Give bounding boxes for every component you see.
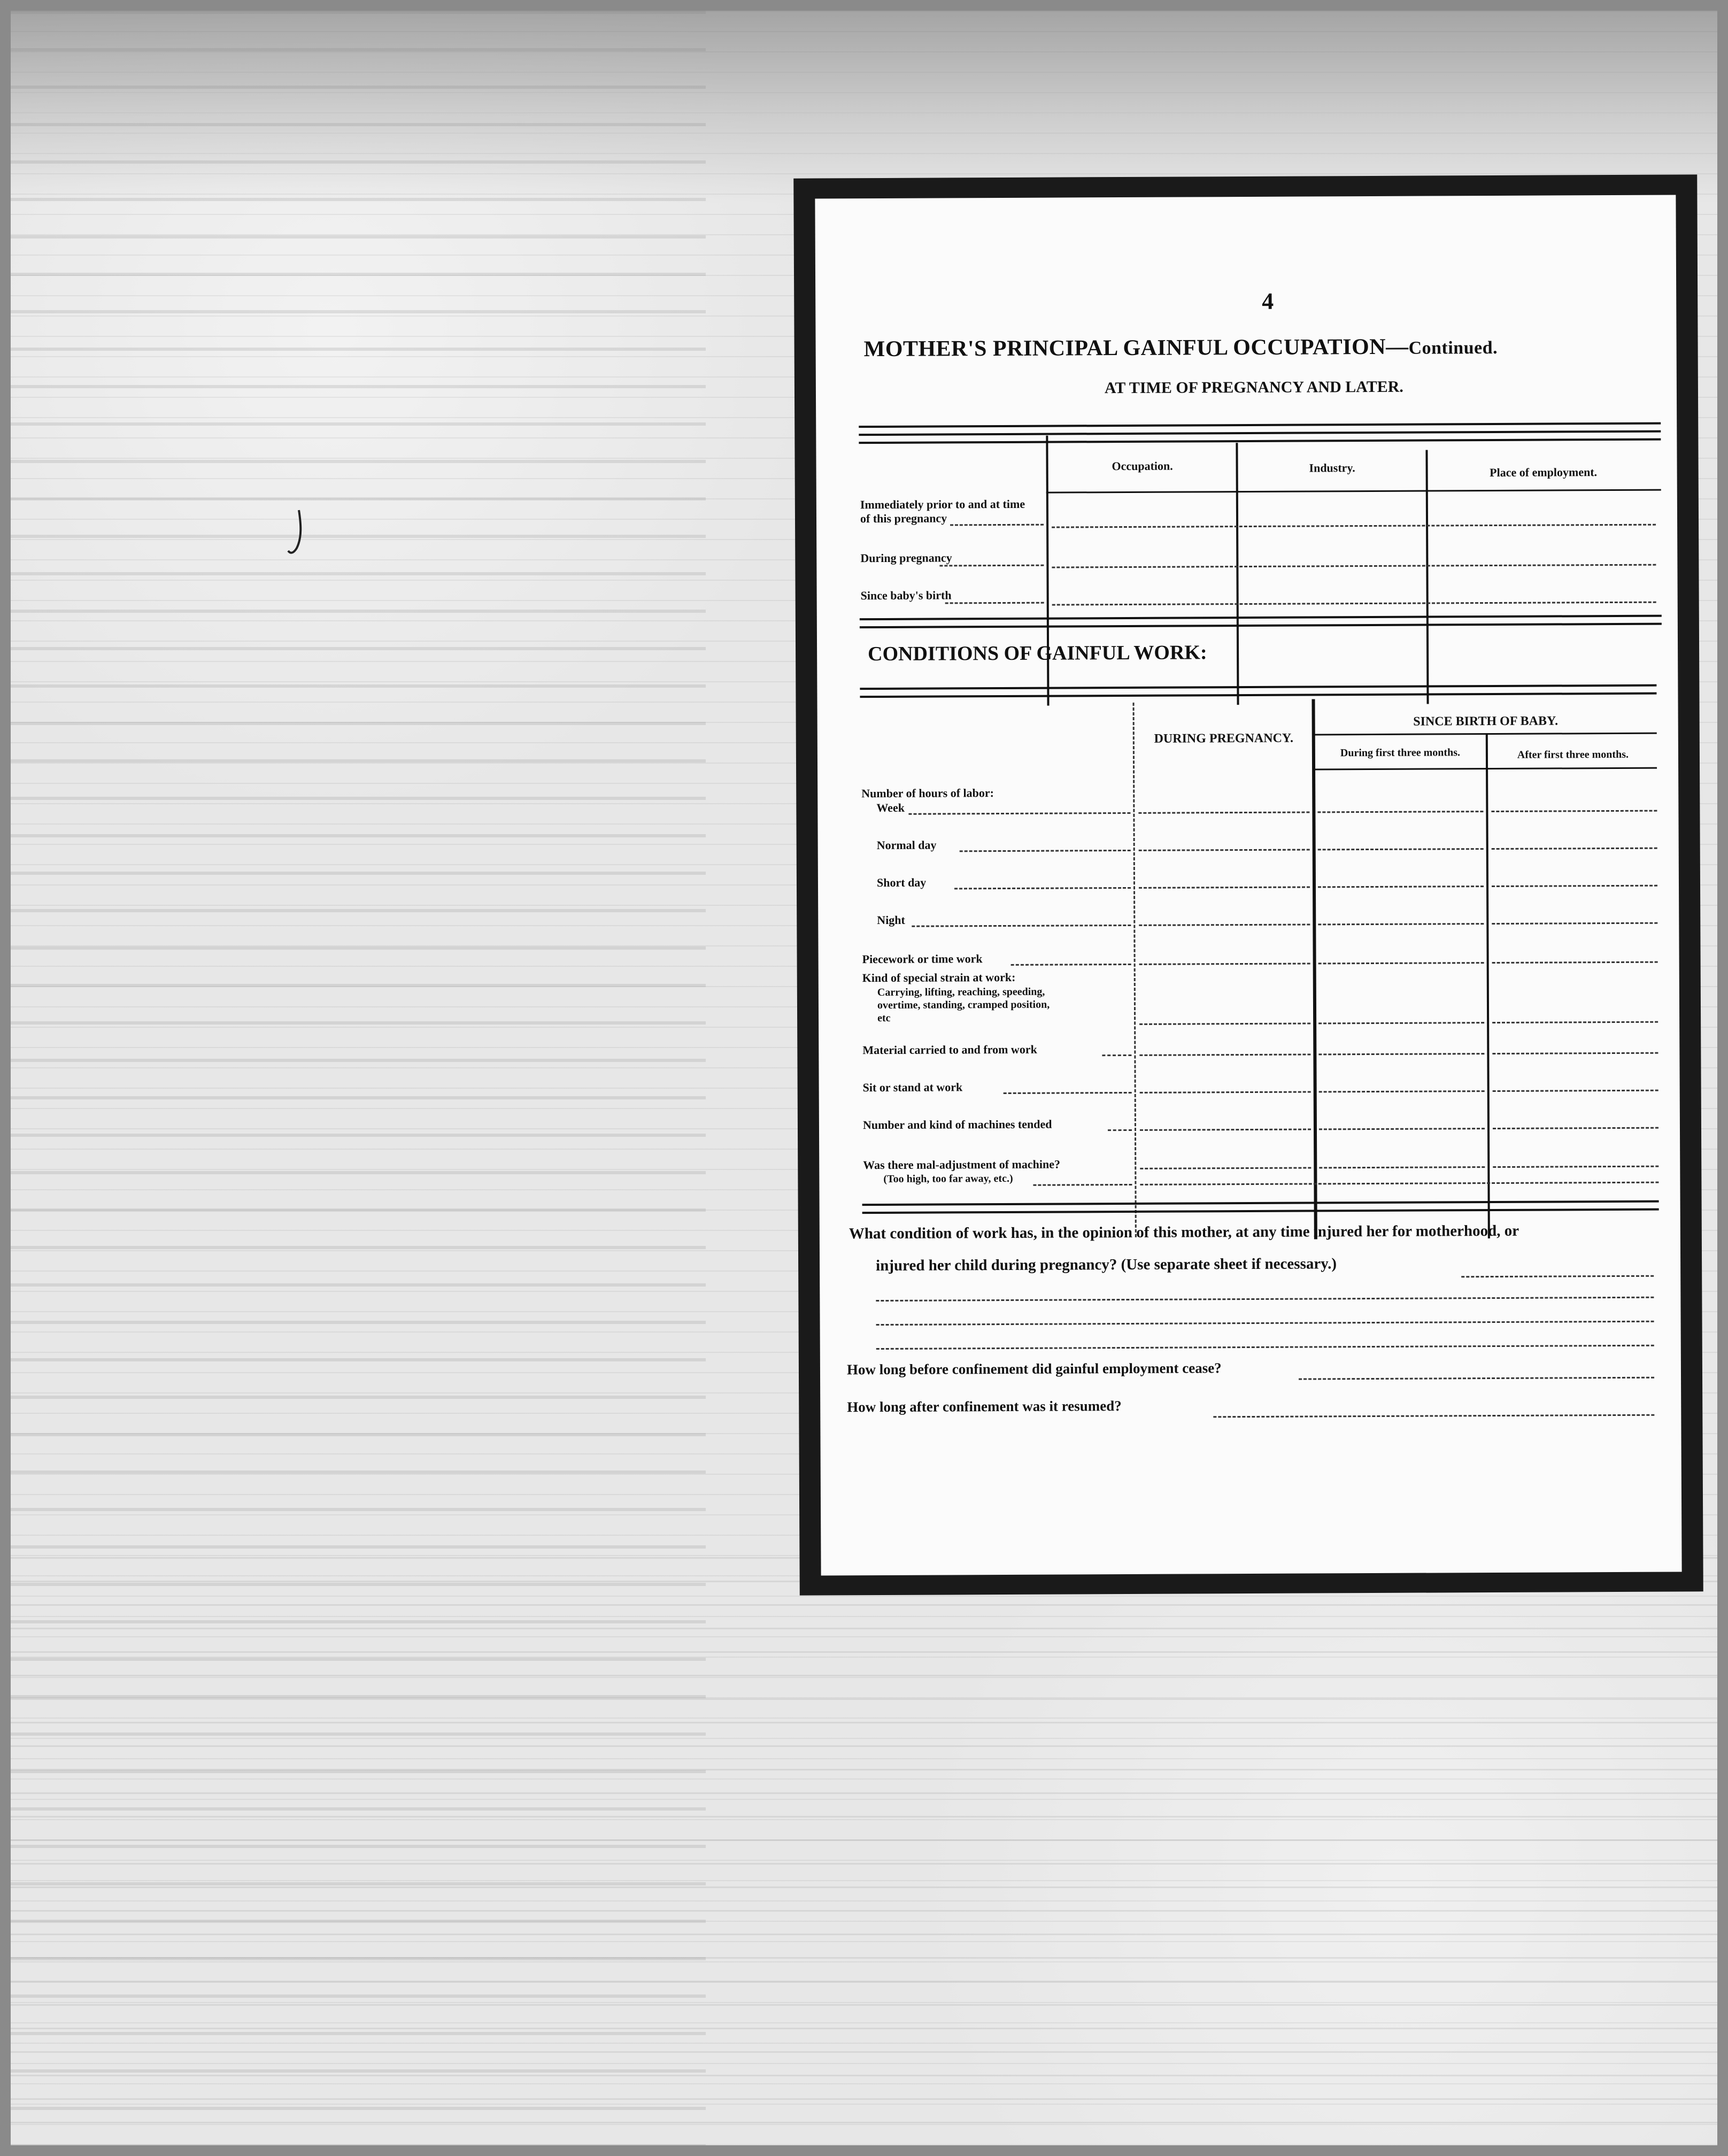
table-rule [860, 623, 1662, 629]
table-rule [859, 422, 1661, 428]
answer-line[interactable] [876, 1345, 1654, 1350]
answer-line[interactable] [1299, 1377, 1654, 1380]
fill-line [1102, 1054, 1131, 1056]
table-row-line [1052, 524, 1656, 528]
table-row-line [1318, 923, 1484, 925]
table-row-line [1140, 1091, 1311, 1093]
fill-line [1033, 1184, 1132, 1186]
row-label-night: Night [877, 913, 905, 927]
table-row-line [1138, 811, 1309, 813]
table-row-line [1139, 1053, 1310, 1056]
row-label-maladjustment: Was there mal-adjustment of machine? [863, 1157, 1060, 1172]
row-label-strain: Kind of special strain at work: [862, 970, 1016, 985]
page-title [864, 334, 1498, 362]
table-row-line [1492, 1052, 1658, 1054]
fill-line [1011, 964, 1131, 966]
column-divider [1425, 450, 1429, 704]
table-row-line [1140, 1182, 1658, 1185]
table-rule [862, 1208, 1659, 1214]
row-label-strain-detail: overtime, standing, cramped position, [877, 998, 1050, 1012]
table-row-line [1139, 962, 1310, 965]
table-rule [860, 684, 1656, 690]
table-row-line [1493, 1127, 1658, 1129]
row-label-hours: Number of hours of labor: [861, 786, 994, 800]
table-row-line [1052, 564, 1656, 568]
page-subtitle: AT TIME OF PREGNANCY AND LATER. [1104, 378, 1403, 397]
fill-line [945, 602, 1044, 604]
table-row-line [1318, 962, 1484, 964]
table-row-line [1140, 1167, 1311, 1169]
col-occupation: Occupation. [1112, 459, 1173, 473]
table-row-line [1139, 1022, 1310, 1025]
table-row-line [1318, 848, 1484, 850]
col-since-birth: SINCE BIRTH OF BABY. [1413, 714, 1559, 729]
col-industry: Industry. [1309, 461, 1355, 475]
column-divider [1236, 443, 1239, 705]
row-label-short-day: Short day [876, 875, 927, 890]
table-row-line [1492, 922, 1657, 925]
fill-line [960, 850, 1131, 852]
header-underline [1046, 489, 1661, 494]
table-rule [862, 1200, 1659, 1206]
question-cease: How long before confinement did gainful employment cease? [846, 1360, 1222, 1378]
answer-line[interactable] [1213, 1414, 1654, 1418]
fill-line [1108, 1129, 1132, 1131]
page-number: 4 [1262, 288, 1274, 314]
form-page [815, 195, 1681, 1575]
question-resumed: How long after confinement was it resumed? [847, 1398, 1122, 1415]
fill-line [908, 812, 1130, 815]
row-label-sit-stand: Sit or stand at work [862, 1080, 963, 1095]
column-divider [1486, 733, 1490, 1238]
title-continued: Continued. [1408, 337, 1498, 358]
column-divider [1312, 699, 1317, 1239]
row-label-maladjustment-detail: (Too high, too far away, etc.) [883, 1172, 1013, 1185]
table-rule [859, 438, 1661, 444]
table-row-line [1493, 1166, 1658, 1168]
col-after-three-months: After first three months. [1517, 748, 1629, 761]
answer-line[interactable] [876, 1297, 1654, 1302]
table-row-line [1492, 848, 1657, 850]
row-label-material: Material carried to and from work [862, 1042, 1037, 1057]
fill-line [950, 524, 1044, 526]
conditions-title: CONDITIONS OF GAINFUL WORK: [868, 641, 1207, 666]
table-row-line [1052, 602, 1656, 606]
table-row-line [1492, 885, 1657, 887]
table-rule [860, 615, 1662, 621]
row-label-week: Week [876, 800, 905, 815]
column-divider [1046, 436, 1049, 706]
table-row-line [1140, 1128, 1311, 1130]
fill-line [939, 565, 1044, 567]
table-row-line [1139, 886, 1310, 888]
question-condition-line2: injured her child during pregnancy? (Use separate sheet if necessary.) [876, 1255, 1337, 1275]
row-label-piecework: Piecework or time work [862, 952, 983, 966]
fill-line [1004, 1092, 1132, 1094]
table-row-line [1319, 1128, 1485, 1130]
title-main: MOTHER'S PRINCIPAL GAINFUL OCCUPATION— [863, 334, 1409, 362]
table-row-line [1319, 1090, 1485, 1092]
col-first-three-months: During first three months. [1340, 746, 1460, 759]
row-label-during-pregnancy: During pregnancy [860, 551, 952, 565]
scan-noise-bottom [11, 1557, 1717, 2145]
column-divider [1133, 703, 1138, 1237]
table-row-line [1492, 961, 1658, 964]
table-row-line [1139, 923, 1310, 926]
table-rule [860, 692, 1656, 698]
fill-line [912, 925, 1131, 927]
table-rule [859, 430, 1661, 436]
question-condition-line1: What condition of work has, in the opinion of this mother, at any time injured her for motherhood, or [848, 1222, 1519, 1243]
fill-line [954, 887, 1131, 889]
row-label-strain-detail: etc [877, 1012, 891, 1025]
row-label-prior-to-pregnancy: Immediately prior to and at time of this pregnancy [860, 497, 1025, 526]
table-row-line [1318, 886, 1484, 888]
table-row-line [1318, 1022, 1484, 1024]
row-label-machines: Number and kind of machines tended [862, 1117, 1052, 1132]
table-row-line [1318, 1053, 1484, 1055]
answer-line[interactable] [876, 1321, 1654, 1326]
row-label-strain-detail: Carrying, lifting, reaching, speeding, [877, 985, 1045, 999]
col-during-pregnancy: DURING PREGNANCY. [1154, 731, 1294, 746]
table-row-line [1139, 849, 1310, 851]
table-row-line [1493, 1090, 1658, 1092]
col-place-of-employment: Place of employment. [1490, 465, 1598, 480]
row-label-normal-day: Normal day [876, 838, 937, 852]
table-row-line [1492, 1021, 1658, 1023]
answer-line[interactable] [1461, 1275, 1654, 1278]
pencil-mark [286, 508, 307, 561]
table-row-line [1317, 811, 1483, 813]
row-label-since-birth: Since baby's birth [860, 588, 952, 603]
table-row-line [1491, 810, 1657, 812]
table-row-line [1319, 1166, 1485, 1168]
